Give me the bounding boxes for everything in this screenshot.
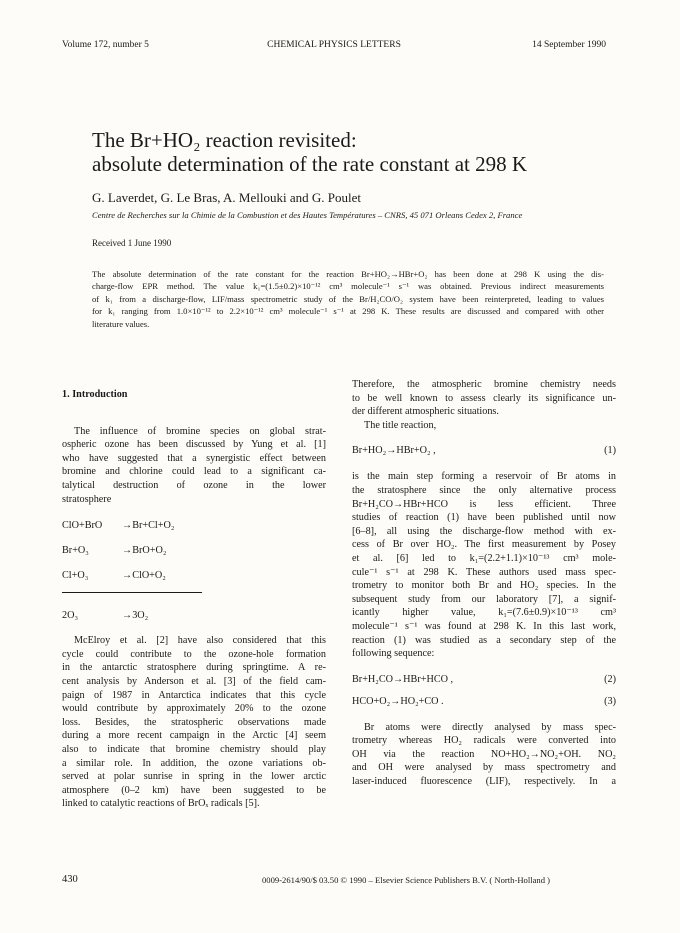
text-line: The title reaction,	[364, 419, 437, 431]
text-line: ospheric ozone has been discussed by Yung et al. [1]	[62, 439, 326, 451]
page-number: 430	[62, 874, 78, 885]
text-line: trometry to monitor both Br and HO₂ species. In the	[352, 580, 616, 592]
text-line: paign of 1987 in Antarctica indicates that this cycle	[62, 689, 326, 701]
text-line: Br+H₂CO→HBr+HCO is less efficient. Three	[352, 498, 616, 510]
abstract-line: literature values.	[92, 318, 150, 329]
text-line: following sequence:	[352, 648, 435, 660]
issue-date: 14 September 1990	[532, 40, 606, 50]
text-line: trometry whereas HO₂ radicals were converted into	[352, 735, 616, 747]
affiliation: Centre de Recherches sur la Chimie de la Combustion et des Hautes Températures – CNRS, 45 071 Orleans Cedex 2, France	[92, 210, 523, 220]
text-line: during a more recent campaign in the Arctic [4] seem	[62, 730, 326, 742]
text-line: the stratosphere since the only alternative process	[352, 484, 616, 496]
equation-number: (3)	[604, 695, 616, 707]
copyright-line: 0009-2614/90/$ 03.50 © 1990 – Elsevier Science Publishers B.V. ( North-Holland )	[262, 875, 551, 885]
text-line: Br atoms were directly analysed by mass spec-	[364, 721, 616, 733]
reaction-equation: ClO+BrO →Br+Cl+O₂	[62, 520, 175, 532]
text-line: also to indicate that bromine chemistry should play	[62, 743, 326, 755]
title-line: absolute determination of the rate constant at 298 K	[92, 152, 528, 176]
net-reaction: 2O₃ →3O₂	[62, 610, 149, 622]
text-line: OH via the reaction NO+HO₂→NO₂+OH. NO₂	[352, 748, 616, 760]
right-column	[352, 378, 616, 789]
reaction-equation: Cl+O₃ →ClO+O₂	[62, 570, 166, 582]
abstract-line: The absolute determination of the rate constant for the reaction Br+HO₂→HBr+O₂ has been done at 298 K using the dis-	[92, 269, 604, 279]
text-line: would contribute by approximately 20% to the ozone	[62, 703, 326, 715]
text-line: et al. [6] led to k₁=(2.2+1.1)×10⁻¹³ cm³ mole-	[352, 552, 616, 564]
equation-number: (2)	[604, 673, 616, 685]
section-heading: 1. Introduction	[62, 389, 128, 400]
text-line: served at polar sunrise in spring in the lower arctic	[62, 771, 326, 783]
reaction-equation: Br+O₃ →BrO+O₂	[62, 545, 167, 557]
article-title	[92, 128, 612, 176]
text-line: to be well known to assess clearly its significance un-	[352, 392, 616, 404]
text-line: loss. Besides, the stratospheric observations made	[62, 716, 326, 728]
abstract-line: charge-flow EPR method. The value k₁=(1.5±0.2)×10⁻¹² cm³ molecule⁻¹ s⁻¹ was obtained. Previous indirect measurements	[92, 281, 604, 292]
title-line: The Br+HO₂ reaction revisited:	[92, 128, 357, 152]
text-line: bromine and chlorine could lead to a significant ca-	[62, 466, 326, 478]
left-column	[62, 388, 326, 811]
text-line: and OH were analysed by mass spectrometry and	[352, 762, 616, 774]
running-header	[62, 40, 606, 54]
text-line: is the main step forming a reservoir of Br atoms in	[352, 471, 616, 483]
text-line: who have suggested that a synergistic effect between	[62, 452, 326, 464]
text-line: in the antarctic stratosphere during springtime. A re-	[62, 662, 326, 674]
divider-rule	[62, 592, 202, 593]
received-date: Received 1 June 1990	[92, 238, 172, 248]
equation-2: Br+H₂CO→HBr+HCO , (2)	[352, 673, 616, 685]
text-line: talytical destruction of ozone in the lower	[62, 479, 326, 491]
text-line: a similar role. In addition, the ozone variations ob-	[62, 757, 326, 769]
text-line: atmosphere (0–2 km) have been suggested to be	[62, 784, 326, 796]
equation-1: Br+HO₂→HBr+O₂ , (1)	[352, 445, 616, 457]
text-line: McElroy et al. [2] have also considered that this	[74, 635, 326, 647]
text-line: subsequent study from our laboratory [7], a signif-	[352, 593, 616, 605]
text-line: stratosphere	[62, 493, 112, 505]
text-line: der different atmospheric situations.	[352, 406, 499, 418]
text-line: laser-induced fluorescence (LIF), respectively. In a	[352, 776, 616, 788]
abstract-line: for k₁ ranging from 1.0×10⁻¹² to 2.2×10⁻¹² cm³ molecule⁻¹ s⁻¹ at 298 K. These results are discussed and compared with other	[92, 306, 604, 317]
text-line: [6–8], all using the discharge-flow method with ex-	[352, 525, 616, 537]
equation-3: HCO+O₂→HO₂+CO . (3)	[352, 695, 616, 707]
text-line: cent analysis by Anderson et al. [3] of the field cam-	[62, 675, 326, 687]
author-list: G. Laverdet, G. Le Bras, A. Mellouki and G. Poulet	[92, 190, 361, 205]
text-line: reaction (1) was studied as a secondary step of the	[352, 634, 616, 646]
text-line: cycle could contribute to the ozone-hole formation	[62, 648, 326, 660]
text-line: cess of Br over HO₂. The first measurement by Posey	[352, 539, 616, 551]
abstract	[92, 268, 604, 330]
equation-number: (1)	[604, 445, 616, 457]
text-line: molecule⁻¹ s⁻¹ was found at 298 K. In this last work,	[352, 620, 616, 632]
text-line: icantly higher value, k₁=(7.6±0.9)×10⁻¹³ cm³	[352, 607, 616, 619]
page-footer	[62, 874, 606, 888]
journal-name: CHEMICAL PHYSICS LETTERS	[267, 40, 401, 50]
abstract-line: of k₁ from a discharge-flow, LIF/mass spectrometric study of the Br/H₂CO/O₂ system have been reinterpreted, leading to values	[92, 293, 604, 304]
text-line: Therefore, the atmospheric bromine chemistry needs	[352, 379, 616, 390]
text-line: linked to catalytic reactions of BrOₓ radicals [5].	[62, 798, 260, 810]
text-line: cule⁻¹ s⁻¹ at 298 K. These authors used mass spec-	[352, 566, 616, 578]
text-line: studies of reaction (1) have been published until now	[352, 512, 616, 524]
volume-number: Volume 172, number 5	[62, 40, 149, 50]
text-line: The influence of bromine species on global strat-	[74, 425, 326, 437]
